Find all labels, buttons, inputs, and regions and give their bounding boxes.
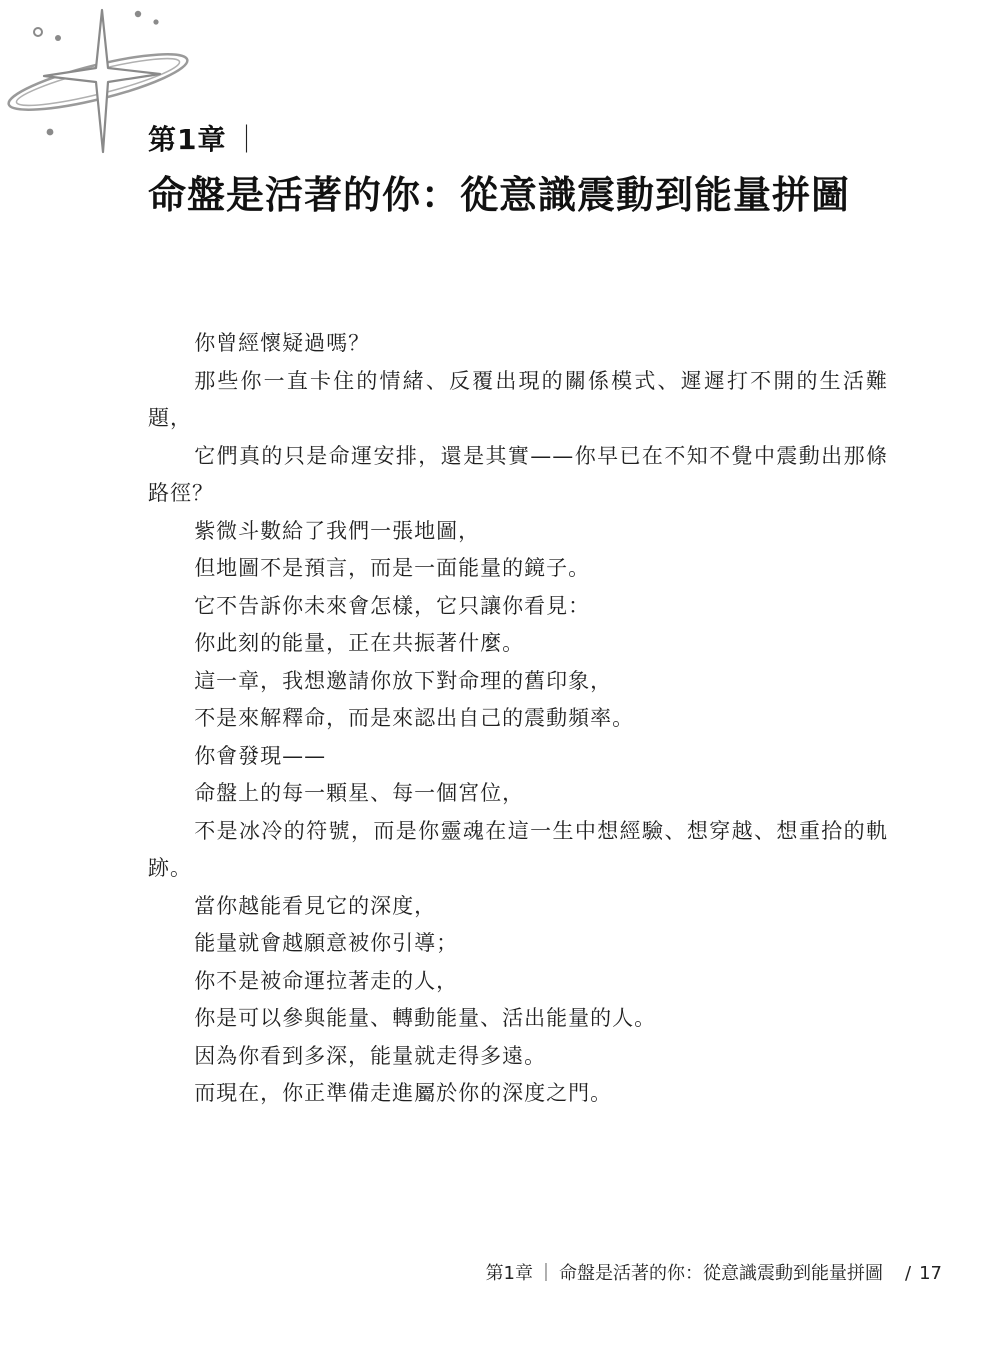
paragraph: 不是來解釋命，而是來認出自己的震動頻率。: [194, 706, 635, 730]
paragraph: 命盤上的每一顆星、每一個宮位，: [194, 781, 525, 805]
paragraph: 因為你看到多深，能量就走得多遠。: [194, 1043, 547, 1068]
paragraph: 能量就會越願意被你引導；: [194, 931, 459, 955]
chapter-separator: ｜: [232, 123, 262, 156]
footer-chapter-label: 第1章: [485, 1263, 534, 1284]
paragraph: 那些你一直卡住的情緒、反覆出現的關係模式、遲遲打不開的生活難題，: [148, 368, 888, 430]
paragraph: 你此刻的能量，正在共振著什麼。: [194, 631, 525, 655]
paragraph: 你是可以參與能量、轉動能量、活出能量的人。: [194, 1006, 657, 1030]
paragraph: 不是冰冷的符號，而是你靈魂在這一生中想經驗、想穿越、想重拾的軌跡。: [148, 818, 888, 880]
paragraph: 你會發現——: [194, 743, 327, 768]
chapter-title: 命盤是活著的你：從意識震動到能量拼圖: [148, 173, 851, 217]
chapter-number: 第1章: [148, 123, 227, 156]
footer-separator: ｜: [537, 1263, 556, 1284]
paragraph: 它不告訴你未來會怎樣，它只讓你看見：: [194, 593, 591, 618]
page-number: 17: [919, 1263, 942, 1284]
paragraph: 當你越能看見它的深度，: [194, 893, 437, 918]
paragraph: 它們真的只是命運安排，還是其實——你早已在不知不覺中震動出那條路徑？: [148, 443, 888, 505]
paragraph: 而現在，你正準備走進屬於你的深度之門。: [194, 1081, 613, 1105]
body-text: [148, 325, 888, 1113]
paragraph: 你曾經懷疑過嗎？: [194, 331, 371, 355]
paragraph: 你不是被命運拉著走的人，: [194, 968, 459, 993]
footer-chapter-title: 命盤是活著的你：從意識震動到能量拼圖: [559, 1263, 884, 1284]
chapter-label: [148, 118, 262, 158]
paragraph: 但地圖不是預言，而是一面能量的鏡子。: [194, 556, 591, 580]
running-footer: [486, 1259, 942, 1285]
footer-slash: /: [905, 1263, 912, 1284]
paragraph: 紫微斗數給了我們一張地圖，: [194, 518, 481, 543]
paragraph: 這一章，我想邀請你放下對命理的舊印象，: [194, 668, 613, 693]
